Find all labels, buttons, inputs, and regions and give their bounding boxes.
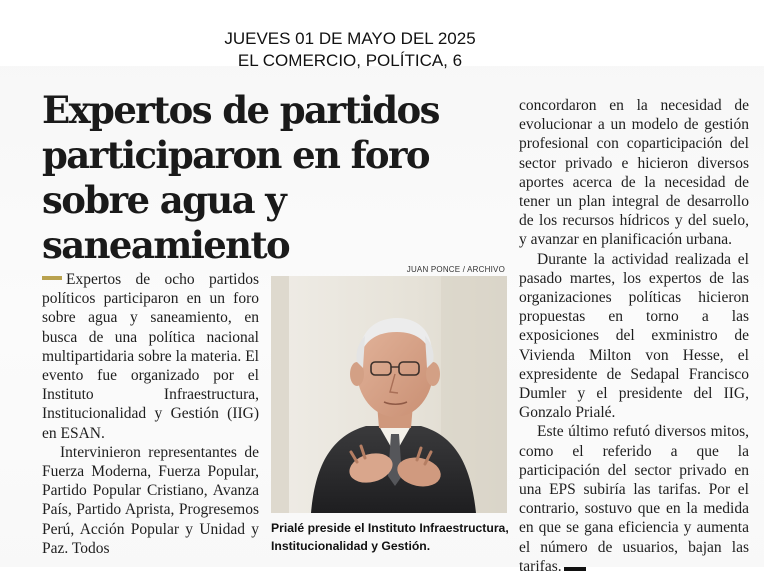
end-marker [564,567,586,571]
portrait-illustration [271,276,507,513]
publication-date: JUEVES 01 DE MAYO DEL 2025 [224,29,476,48]
article-column-3 [519,96,749,576]
paragraph: Expertos de ocho partidos políticos participaron en un foro sobre agua y saneamiento, en busca de una política nacional multipartidaria sobre la materia. El evento fue organizado por el Instituto Infraestructura, Institucionalidad y Gestión (IIG) en ESAN. [42,271,259,442]
article-photo [271,276,507,513]
page-header [200,28,500,72]
paragraph: concordaron en la necesidad de evolucionar a un modelo de gestión profesional con coparticipación del sector privado e hicieron diversos aportes acerca de la necesidad de tener un plan integral de desarrollo de los recursos hídricos y del suelo, y avanzar en planificación urbana. [519,97,749,249]
paragraph: Durante la actividad realizada el pasado martes, los expertos de las organizaciones políticas hicieron propuestas en torno a las exposiciones del exministro de Vivienda Milton von Hesse, el expresidente de Sedapal Francisco Dumler y el presidente del IIG, Gonzalo Prialé. [519,250,749,422]
article-column-1 [42,270,259,558]
lead-marker [42,276,62,280]
paragraph: Intervinieron representantes de Fuerza Moderna, Fuerza Popular, Partido Popular Cristiano, Avanza País, Partido Aprista, Progresemos Perú, Acción Popular y Unidad y Paz. Todos [42,443,259,557]
paragraph: Este último refutó diversos mitos, como el referido a que la participación del sector privado en una EPS subiría las tarifas. Por el contrario, sostuvo que en la medida en que se gana eficiencia y aumenta el número de usuarios, bajan las tarifas. [519,423,749,575]
article-headline: Expertos de partidos participaron en foro sobre agua y saneamiento [42,88,439,267]
photo-credit: JUAN PONCE / ARCHIVO [406,265,505,274]
publication-source: EL COMERCIO, POLÍTICA, 6 [237,51,463,70]
photo-caption: Prialé preside el Instituto Infraestructura, Institucionalidad y Gestión. [271,521,509,553]
